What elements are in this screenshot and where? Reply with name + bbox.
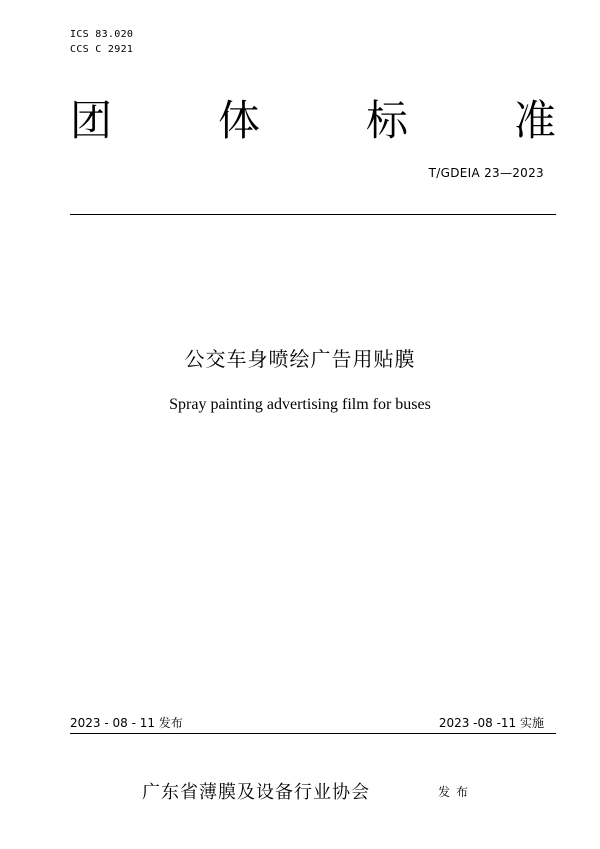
publisher-name: 广东省薄膜及设备行业协会	[142, 782, 370, 803]
english-title: Spray painting advertising film for buses	[169, 396, 431, 413]
implementation-date: 2023 -08 -11 实施	[438, 716, 544, 730]
doc-type-char: 体	[217, 96, 260, 145]
standard-number: T/GDEIA 23—2023	[428, 166, 544, 180]
doc-type-char: 准	[513, 96, 556, 145]
doc-type-char: 团	[70, 96, 113, 145]
document-type-heading	[70, 96, 556, 146]
ccs-code: CCS C 2921	[70, 44, 134, 55]
issue-label: 发布	[438, 785, 475, 799]
ics-code: ICS 83.020	[70, 29, 134, 40]
top-divider	[70, 214, 556, 215]
chinese-title: 公交车身喷绘广告用贴膜	[184, 347, 416, 371]
doc-type-char: 标	[365, 96, 408, 145]
bottom-divider	[70, 733, 556, 734]
publish-date: 2023 - 08 - 11 发布	[70, 716, 183, 730]
